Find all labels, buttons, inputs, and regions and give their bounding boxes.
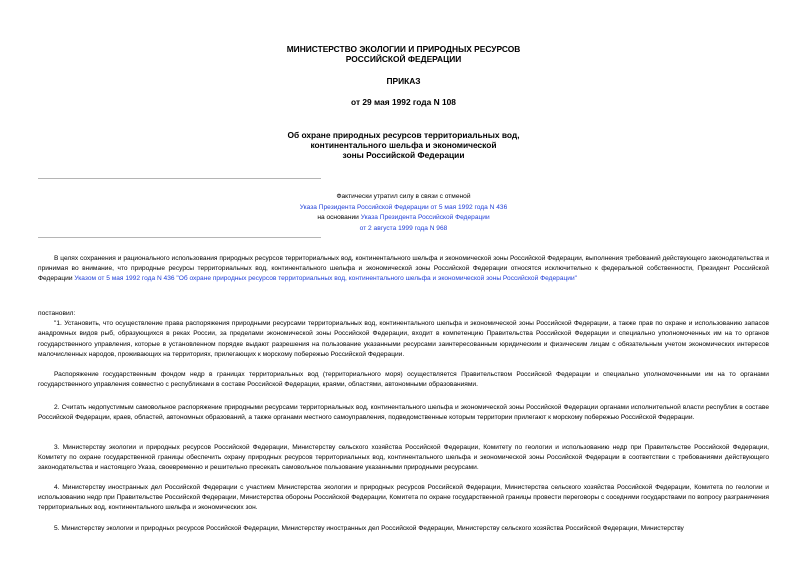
repeal-decree-link[interactable]: Указа Президента Российской Федерации от 5 мая 1992 года N 436: [299, 203, 508, 211]
paragraph-3-wrap: [38, 443, 769, 474]
status-note: [0, 192, 807, 234]
status-basis-text: на основании: [317, 214, 361, 221]
status-note-text: Фактически утратил силу в связи с отменой: [336, 193, 471, 200]
ministry-header: [0, 44, 807, 64]
presidential-decree-link[interactable]: Указом от 5 мая 1992 года N 436 "Об охране природных ресурсов территориальных вод, континентального шельфа и экономической зоны Российской Федерации": [74, 275, 577, 283]
title-line: континентального шельфа и экономической: [310, 140, 497, 150]
paragraph-3: 3. Министерству экологии и природных ресурсов Российской Федерации, Министерству сельского хозяйства Российской Федерации, Комитету по геологии и использованию недр при Правительстве Российской Федерации, Комитету по охране государственной границы обеспечить охрану природных ресурсов территориальных вод, континентального шельфа и экономической зоны Российской Федерации в соответствии с требованиями действующего законодательства и настоящего Указа, своевременно и решительно пресекать самовольное пользование указанными природными ресурсами.: [38, 444, 769, 472]
paragraph-4-wrap: [38, 483, 769, 514]
ministry-name: МИНИСТЕРСТВО ЭКОЛОГИИ И ПРИРОДНЫХ РЕСУРСОВ: [286, 44, 521, 54]
paragraph-2: 2. Считать недопустимым самовольное распоряжение природными ресурсами территориальных вод, континентального шельфа и экономической зоны Российской Федерации органами исполнительной власти республик в составе Российской Федерации, краев, областей, автономных образований, а также органами местного самоуправления, подведомственные которым территории прилегают к морскому побережью Российской Федерации.: [38, 404, 769, 422]
intro-text: В целях сохранения и рационального использования природных ресурсов территориальных вод, континентального шельфа и экономической зоны Российской Федерации, выполнения требований действующего законодательства и принимая во внимание, что природные ресурсы территориальных вод, континентального шельфа и экономической зоны Российской Федерации относятся исключительно к федеральной собственности, Президент Российской Федерации: [38, 255, 769, 283]
document-title: [0, 130, 807, 160]
ministry-federation: РОССИЙСКОЙ ФЕДЕРАЦИИ: [345, 54, 462, 64]
decree-point-1-continuation: Распоряжение государственным фондом недр в границах территориальных вод (территориального моря) осуществляется Правительством Российской Федерации и специально уполномоченными им на то органами государственного управления совместно с республиками в составе Российской Федерации, краями, областями, автономными образованиями.: [38, 371, 769, 389]
decree-point-1-cont-wrap: [38, 370, 769, 390]
document-type: ПРИКАЗ: [386, 76, 421, 86]
title-line: зоны Российской Федерации: [342, 150, 465, 160]
paragraph-5: 5. Министерству экологии и природных ресурсов Российской Федерации, Министерству иностранных дел Российской Федерации, Министерству сельского хозяйства Российской Федерации, Министерству: [54, 525, 684, 532]
paragraph-2-wrap: [38, 403, 769, 423]
decree-block: [38, 309, 769, 360]
document-date-number: от 29 мая 1992 года N 108: [351, 97, 456, 107]
basis-decree-date-link[interactable]: от 2 августа 1999 года N 968: [359, 224, 448, 232]
title-line: Об охране природных ресурсов территориальных вод,: [287, 130, 520, 140]
decree-point-1: "1. Установить, что осуществление права распоряжения природными ресурсами территориальных вод, континентального шельфа и экономической зоны Российской Федерации, а также прав по охране и использованию запасов анадромных видов рыб, образующихся в реках России, за пределами экономической зоны Российской Федерации, входит в компетенцию Правительства Российской Федерации и специально уполномоченных им на то органов государственного управления, которые в установленном порядке выдают разрешения на пользование указанными ресурсами заинтересованным юридическим и физическим лицам с обязательным учетом экономических интересов малочисленных народов, проживающих на территориях, прилегающих к морскому побережью Российской Федерации.: [38, 320, 769, 358]
divider-top: [38, 178, 321, 179]
paragraph-4: 4. Министерству иностранных дел Российской Федерации с участием Министерства экологии и природных ресурсов Российской Федерации, Министерства сельского хозяйства Российской Федерации, Комитета по геологии и использованию недр при Правительстве Российской Федерации, Министерства обороны Российской Федерации, Комитета по охране государственной границы провести переговоры с соседними государствами по вопросу разграничения территориальных вод, континентального шельфа и экономических зон.: [38, 484, 769, 512]
paragraph-5-wrap: [38, 524, 769, 534]
basis-decree-link[interactable]: Указа Президента Российской Федерации: [360, 214, 490, 221]
divider-bottom: [38, 237, 321, 238]
intro-paragraph: [38, 254, 769, 285]
decree-label: постановил:: [38, 310, 76, 317]
